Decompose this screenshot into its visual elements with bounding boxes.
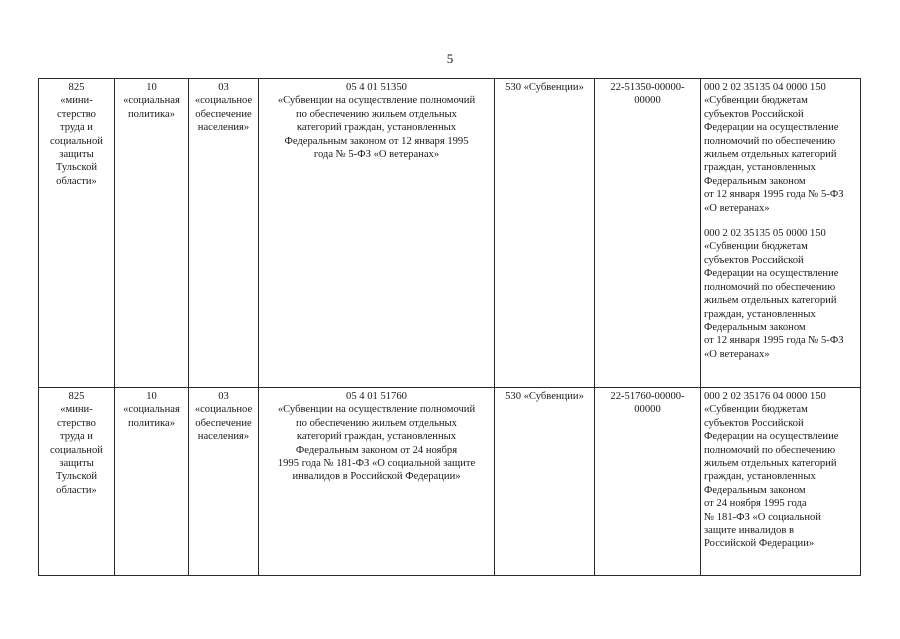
purpose-code-cell: 22-51760-00000- 00000 bbox=[595, 388, 701, 576]
section-cell: 10 «социальная политика» bbox=[115, 388, 189, 576]
table-row bbox=[39, 388, 861, 576]
revenue-code-block: 000 2 02 35135 04 0000 150 «Субвенции бюджетам субъектов Российской Федерации на осуществление полномочий по обеспечению жильем отдельных категорий граждан, установленных Федеральным законом от 12 января 1995 года № 5-ФЗ «О ветеранах» bbox=[704, 81, 857, 215]
admin-code: 825 bbox=[68, 82, 85, 93]
subsection-cell: 03 «социальное обеспечение населения» bbox=[189, 388, 259, 576]
section-code: 10 bbox=[146, 82, 157, 93]
subsection-code: 03 bbox=[218, 391, 229, 402]
expense-type: 530 «Субвенции» bbox=[505, 391, 584, 402]
expense-type-cell bbox=[495, 79, 595, 388]
revenue-code-cell bbox=[701, 388, 861, 576]
subsection-cell: 03 «социальное обеспечение населения» bbox=[189, 79, 259, 388]
page-number: 5 bbox=[446, 51, 454, 66]
section-cell: 10 «социальная политика» bbox=[115, 79, 189, 388]
target-article-cell: 05 4 01 51760 «Субвенции на осуществление полномочий по обеспечению жильем отдельных категорий граждан, установленных Федеральным законом от 24 ноября 1995 года № 181-ФЗ «О социальной защите инвалидов в Российской Федерации» bbox=[259, 388, 495, 576]
budget-classification-table bbox=[38, 78, 861, 576]
expense-type-cell bbox=[495, 388, 595, 576]
revenue-code: 000 2 02 35135 04 0000 150 bbox=[704, 82, 826, 93]
admin-cell: 825 «мини- стерство труда и социальной защиты Тульской области» bbox=[39, 79, 115, 388]
purpose-code-cell: 22-51350-00000- 00000 bbox=[595, 79, 701, 388]
revenue-code-block: 000 2 02 35176 04 0000 150 «Субвенции бюджетам субъектов Российской Федерации на осуществлеиие полномочий по обеспечению жильем отдельных категорий граждан, установленных Федеральным законом от 24 ноября 1995 года № 181-ФЗ «О социальной защите инвалидов в Российской Федерации» bbox=[704, 390, 857, 551]
table-row bbox=[39, 79, 861, 388]
revenue-code-cell bbox=[701, 79, 861, 388]
admin-cell: 825 «мини- стерство труда и социальной защиты Тульской области» bbox=[39, 388, 115, 576]
revenue-code-block: 000 2 02 35135 05 0000 150 «Субвенции бюджетам субъектов Российской Федерации на осуществление полномочий по обеспечению жильем отдельных категорий граждан, установленных Федеральным законом от 12 января 1995 года № 5-ФЗ «О ветеранах» bbox=[704, 227, 857, 361]
section-code: 10 bbox=[146, 391, 157, 402]
revenue-code: 000 2 02 35135 05 0000 150 bbox=[704, 228, 826, 240]
target-article-cell: 05 4 01 51350 «Субвенции на осуществление полномочий по обеспечению жильем отдельных категорий граждан, установленных Федеральным законом от 12 января 1995 года № 5-ФЗ «О ветеранах» bbox=[259, 79, 495, 388]
subsection-code: 03 bbox=[218, 82, 229, 93]
revenue-code: 000 2 02 35176 04 0000 150 bbox=[704, 391, 826, 402]
target-code: 05 4 01 51760 bbox=[346, 391, 407, 402]
expense-type: 530 «Субвенции» bbox=[505, 82, 584, 93]
admin-code: 825 bbox=[68, 391, 85, 402]
target-code: 05 4 01 51350 bbox=[346, 82, 407, 93]
